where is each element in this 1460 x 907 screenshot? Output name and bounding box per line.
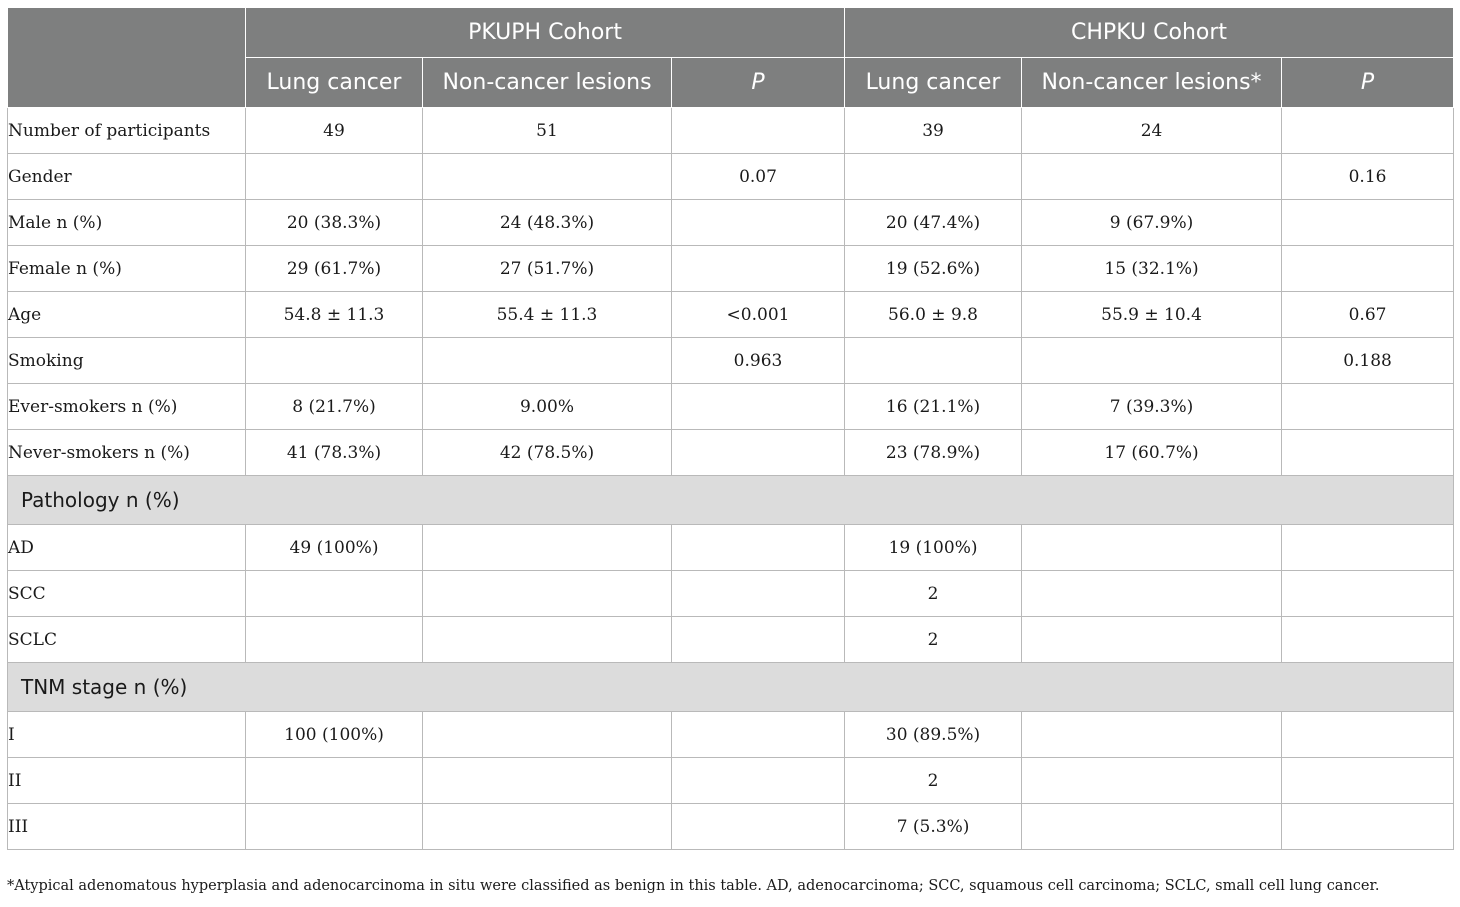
table-cell: 41 (78.3%): [246, 430, 423, 476]
table-cell: 20 (47.4%): [845, 200, 1022, 246]
table-cell: 23 (78.9%): [845, 430, 1022, 476]
table-cell: [672, 617, 845, 663]
table-cell: 20 (38.3%): [246, 200, 423, 246]
table-cell: 8 (21.7%): [246, 384, 423, 430]
table-cell: [423, 571, 672, 617]
table-cell: [1022, 758, 1282, 804]
table-cell: 9.00%: [423, 384, 672, 430]
table-cell: [1282, 525, 1454, 571]
table-cell: [423, 617, 672, 663]
header-chpku-p-value: P: [1282, 58, 1454, 108]
header-pkuph-cohort: PKUPH Cohort: [246, 8, 845, 58]
table-cell: [246, 804, 423, 850]
table-cell: 56.0 ± 9.8: [845, 292, 1022, 338]
header-pkuph-lung-cancer: Lung cancer: [246, 58, 423, 108]
table-cell: [672, 571, 845, 617]
header-corner-cell: [8, 8, 246, 108]
table-cell: [1282, 571, 1454, 617]
row-label: Female n (%): [8, 246, 246, 292]
table-cell: [1022, 712, 1282, 758]
table-cell: 54.8 ± 11.3: [246, 292, 423, 338]
table-cell: [246, 758, 423, 804]
row-label: AD: [8, 525, 246, 571]
table-cell: [1022, 617, 1282, 663]
table-cell: [1282, 108, 1454, 154]
table-cell: 100 (100%): [246, 712, 423, 758]
table-cell: 39: [845, 108, 1022, 154]
section-title-pathology: Pathology n (%): [8, 476, 1454, 525]
table-cell: [1282, 617, 1454, 663]
table-cell: 2: [845, 571, 1022, 617]
table-cell: [423, 712, 672, 758]
table-cell: 0.67: [1282, 292, 1454, 338]
section-row-pathology: [8, 476, 1454, 525]
table-row: [8, 712, 1454, 758]
table-cell: [672, 758, 845, 804]
table-cell: [1022, 338, 1282, 384]
table-footnote: *Atypical adenomatous hyperplasia and adenocarcinoma in situ were classified as benign in this table. AD, adenocarcinoma; SCC, squamous cell carcinoma; SCLC, small cell lung cancer.: [7, 878, 1380, 894]
row-label: Smoking: [8, 338, 246, 384]
table-cell: 9 (67.9%): [1022, 200, 1282, 246]
table-cell: 0.188: [1282, 338, 1454, 384]
table-cell: 49: [246, 108, 423, 154]
row-label: SCLC: [8, 617, 246, 663]
table-cell: [423, 338, 672, 384]
header-chpku-cohort: CHPKU Cohort: [845, 8, 1454, 58]
table-row: [8, 384, 1454, 430]
table-cell: 55.4 ± 11.3: [423, 292, 672, 338]
table-row: [8, 338, 1454, 384]
section-row-tnm: [8, 663, 1454, 712]
row-label: Age: [8, 292, 246, 338]
table-row: [8, 525, 1454, 571]
table-cell: [1282, 430, 1454, 476]
table-cell: [1282, 384, 1454, 430]
header-pkuph-non-cancer: Non-cancer lesions: [423, 58, 672, 108]
table-cell: 15 (32.1%): [1022, 246, 1282, 292]
table-row: [8, 758, 1454, 804]
table-cell: [246, 338, 423, 384]
table-cell: 19 (100%): [845, 525, 1022, 571]
table-cell: [672, 804, 845, 850]
table-cell: 0.16: [1282, 154, 1454, 200]
table-cell: <0.001: [672, 292, 845, 338]
table-cell: [672, 384, 845, 430]
table-cell: [1022, 804, 1282, 850]
table-cell: [672, 712, 845, 758]
row-label: SCC: [8, 571, 246, 617]
table-cell: 24: [1022, 108, 1282, 154]
cohort-characteristics-table: [7, 7, 1454, 850]
table-cell: 30 (89.5%): [845, 712, 1022, 758]
table-row: [8, 617, 1454, 663]
table-cell: 17 (60.7%): [1022, 430, 1282, 476]
table-cell: [246, 571, 423, 617]
table-row: [8, 108, 1454, 154]
row-label: Never-smokers n (%): [8, 430, 246, 476]
table-row: [8, 292, 1454, 338]
header-row-cohorts: [8, 8, 1454, 58]
table-cell: 27 (51.7%): [423, 246, 672, 292]
row-label: Number of participants: [8, 108, 246, 154]
table-cell: [672, 430, 845, 476]
section-title-tnm: TNM stage n (%): [8, 663, 1454, 712]
table-cell: 7 (39.3%): [1022, 384, 1282, 430]
table-cell: 29 (61.7%): [246, 246, 423, 292]
table-cell: [1282, 200, 1454, 246]
table-row: [8, 246, 1454, 292]
table-cell: [423, 758, 672, 804]
table-cell: 2: [845, 617, 1022, 663]
row-label: II: [8, 758, 246, 804]
header-pkuph-p-value: P: [672, 58, 845, 108]
table-cell: 49 (100%): [246, 525, 423, 571]
table-cell: [845, 154, 1022, 200]
table-cell: 51: [423, 108, 672, 154]
table-cell: [672, 246, 845, 292]
table-cell: 2: [845, 758, 1022, 804]
table-cell: [845, 338, 1022, 384]
table-cell: [1282, 246, 1454, 292]
table-cell: 55.9 ± 10.4: [1022, 292, 1282, 338]
table-cell: [1022, 525, 1282, 571]
row-label: Male n (%): [8, 200, 246, 246]
header-chpku-lung-cancer: Lung cancer: [845, 58, 1022, 108]
table-row: [8, 430, 1454, 476]
table-cell: [423, 154, 672, 200]
row-label: III: [8, 804, 246, 850]
table-cell: 0.963: [672, 338, 845, 384]
table-cell: [246, 154, 423, 200]
table-cell: [672, 525, 845, 571]
header-chpku-non-cancer: Non-cancer lesions*: [1022, 58, 1282, 108]
table-cell: [672, 200, 845, 246]
table-cell: 42 (78.5%): [423, 430, 672, 476]
table-row: [8, 571, 1454, 617]
table-cell: 16 (21.1%): [845, 384, 1022, 430]
table-row: [8, 154, 1454, 200]
table-row: [8, 804, 1454, 850]
table-cell: [1282, 804, 1454, 850]
table-cell: [672, 108, 845, 154]
row-label: Gender: [8, 154, 246, 200]
table-row: [8, 200, 1454, 246]
table-cell: [1022, 571, 1282, 617]
table-cell: [1022, 154, 1282, 200]
table-cell: [1282, 712, 1454, 758]
table-cell: 24 (48.3%): [423, 200, 672, 246]
table-cell: [423, 804, 672, 850]
table-cell: [246, 617, 423, 663]
table-cell: 0.07: [672, 154, 845, 200]
table-cell: [423, 525, 672, 571]
table-cell: 19 (52.6%): [845, 246, 1022, 292]
row-label: Ever-smokers n (%): [8, 384, 246, 430]
table-cell: [1282, 758, 1454, 804]
table-cell: 7 (5.3%): [845, 804, 1022, 850]
row-label: I: [8, 712, 246, 758]
